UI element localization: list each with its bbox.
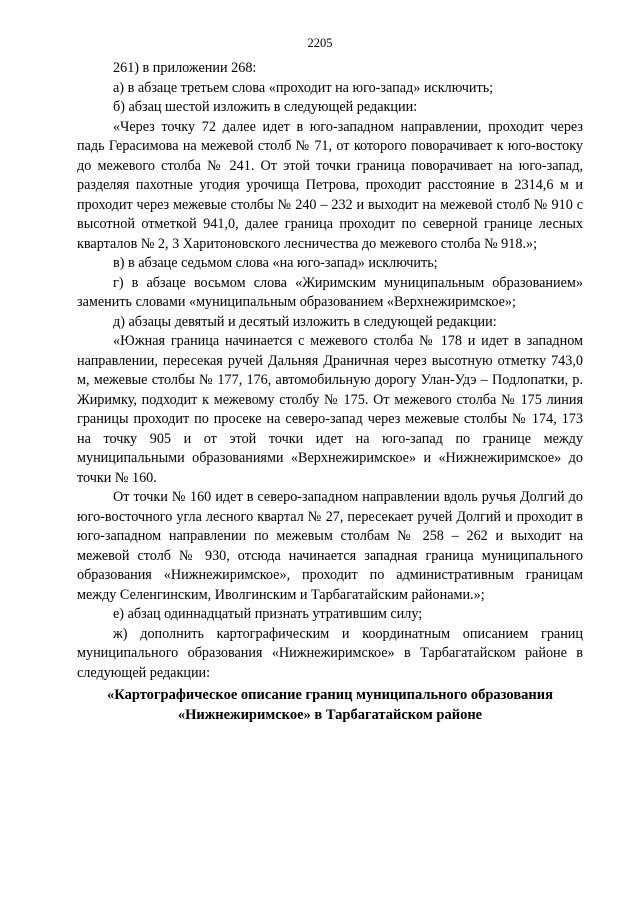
section-heading (60, 686, 600, 725)
quoted-paragraph-six: «Через точку 72 далее идет в юго-западном направлении, проходит через падь Герасимова на межевой столб № 71, от которого поворачивает к юго-востоку до межевого столба № 241. От этой точки граница поворачивает на юго-запад, разделяя пахотные угодия урочища Петрова, проходит расстояние в 2314,6 м и проходит через межевые столбы № 240 – 232 и выходит на межевой столб № 910 с высотной отметкой 941,0, далее граница проходит по северной границе лесных кварталов № 2, 3 Харитоновского лесничества до межевого столба № 918.»; (77, 118, 583, 252)
section-heading-line-2: «Нижнежиримское» в Тарбагатайском районе (177, 706, 483, 723)
paragraph-g: г) в абзаце восьмом слова «Жиримским муниципальным образованием» заменить словами «муниципальным образованием «Верхнежиримское»; (77, 274, 583, 310)
paragraph-a: а) в абзаце третьем слова «проходит на юго-запад» исключить; (113, 79, 494, 96)
body-text (77, 59, 583, 683)
paragraph-item-261: 261) в приложении 268: (113, 60, 257, 76)
quoted-paragraph-south-border: «Южная граница начинается с межевого столба № 178 и идет в западном направлении, пересекая ручей Дальняя Драничная через высотную отметку 743,0 м, межевые столбы № 177, 176, автомобильную дорогу Улан-Удэ – Подлопатки, р. Жиримку, подходит к межевому столбу № 175. От межевого столба № 175 линия границы проходит по просеке на северо-запад через межевые столбы № 174, 173 на точку 905 и от этой точки идет на юго-запад по границе между муниципальными образованиями «Верхнежиримское» и «Нижнежиримское» до точки № 160. (77, 333, 583, 486)
paragraph-zh: ж) дополнить картографическим и координатным описанием границ муниципального образования «Нижнежиримское» в Тарбагатайском районе в следующей редакции: (77, 625, 583, 681)
page-number: 2205 (307, 36, 333, 50)
paragraph-d: д) абзацы девятый и десятый изложить в следующей редакции: (113, 313, 497, 330)
paragraph-e: е) абзац одиннадцатый признать утратившим силу; (113, 606, 423, 622)
paragraph-b: б) абзац шестой изложить в следующей редакции: (113, 99, 418, 115)
quoted-paragraph-point-160: От точки № 160 идет в северо-западном направлении вдоль ручья Долгий до юго-восточного угла лесного квартал № 27, пересекает ручей Долгий и проходит в юго-западном направлении по межевым столбам № 258 – 262 и выходит на межевой столб № 930, отсюда начинается западная граница муниципального образования «Нижнежиримское», проходит по административным границам между Селенгинским, Иволгинским и Тарбагатайским районами.»; (77, 489, 583, 603)
paragraph-v: в) в абзаце седьмом слова «на юго-запад» исключить; (113, 255, 438, 271)
section-heading-line-1: «Картографическое описание границ муниципального образования (107, 687, 553, 703)
